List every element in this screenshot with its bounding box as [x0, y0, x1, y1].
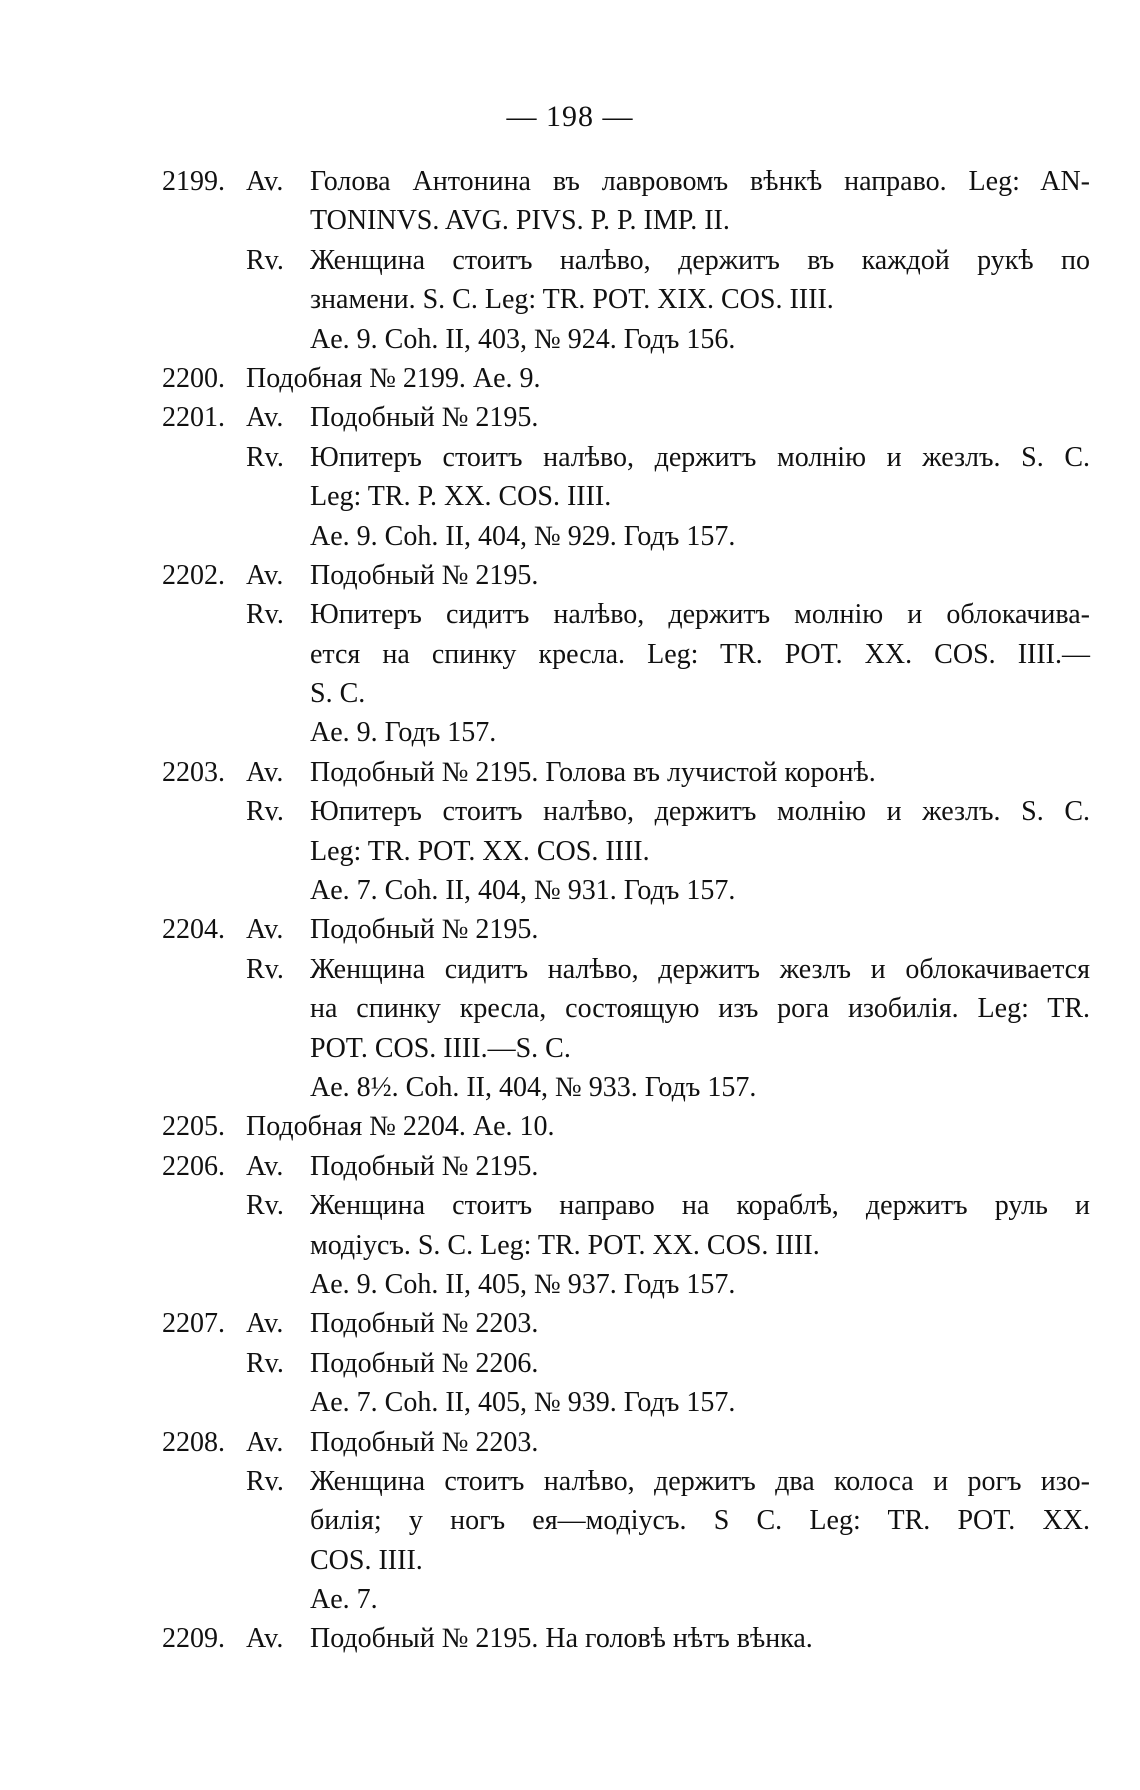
reverse-label: Rv. — [246, 441, 284, 473]
entry-text: Подобный № 2203. — [310, 1308, 539, 1340]
entry-text: Ae. 7. Coh. II, 404, № 931. Годъ 157. — [310, 875, 736, 907]
entry-text: билія; у ногъ ея—модіусъ. S C. Leg: TR. POT. XX. — [310, 1505, 1090, 1537]
entry-text: Ae. 9. Coh. II, 405, № 937. Годъ 157. — [310, 1268, 736, 1300]
entry-line — [0, 1068, 1140, 1107]
obverse-label: Av. — [246, 914, 284, 946]
entry-number: 2202. — [162, 559, 225, 591]
entry-line — [0, 517, 1140, 556]
entry-line — [0, 832, 1140, 871]
entry-line — [0, 556, 1140, 595]
entry-line — [0, 1541, 1140, 1580]
entry-text: Leg: TR. P. XX. COS. IIII. — [310, 481, 612, 513]
entry-line — [0, 910, 1140, 949]
entry-text: Ae. 9. Coh. II, 404, № 929. Годъ 157. — [310, 520, 736, 552]
entry-line — [0, 950, 1140, 989]
entry-line — [0, 635, 1140, 674]
entry-number: 2200. — [162, 362, 225, 394]
obverse-label: Av. — [246, 166, 284, 197]
entry-text: Подобный № 2195. — [310, 402, 539, 434]
entry-text: Подобный № 2195. — [310, 914, 539, 946]
entry-line — [0, 201, 1140, 240]
entry-text: Подобный № 2203. — [310, 1426, 539, 1458]
entry-text: Ae. 7. Coh. II, 405, № 939. Годъ 157. — [310, 1387, 736, 1419]
catalog-entries — [0, 162, 1140, 1659]
entry-line — [0, 1462, 1140, 1501]
obverse-label: Av. — [246, 559, 284, 591]
entry-text: знамени. S. C. Leg: TR. POT. XIX. COS. IIII. — [310, 284, 834, 316]
obverse-label: Av. — [246, 756, 284, 788]
entry-line — [0, 1344, 1140, 1383]
entry-line — [0, 1029, 1140, 1068]
entry-text: Юпитеръ стоитъ налѣво, держитъ молнію и жезлъ. S. C. — [310, 441, 1090, 473]
entry-text: модіусъ. S. C. Leg: TR. POT. XX. COS. IIII. — [310, 1229, 820, 1261]
entry-line — [0, 674, 1140, 713]
entry-line — [0, 162, 1140, 201]
entry-text: Подобный № 2195. — [310, 1150, 539, 1182]
entry-number: 2199. — [162, 166, 225, 197]
entry-text: Женщина стоитъ налѣво, держитъ въ каждой рукѣ по — [310, 244, 1090, 276]
entry-line — [0, 1383, 1140, 1422]
entry-text: Женщина стоитъ направо на кораблѣ, держитъ руль и — [310, 1190, 1090, 1222]
entry-number: 2204. — [162, 914, 225, 946]
entry-line — [0, 1423, 1140, 1462]
obverse-label: Av. — [246, 1623, 284, 1655]
entry-text: Ae. 8½. Coh. II, 404, № 933. Годъ 157. — [310, 1071, 757, 1103]
entry-line — [0, 1107, 1140, 1146]
reverse-label: Rv. — [246, 599, 284, 631]
entry-text: Leg: TR. POT. XX. COS. IIII. — [310, 835, 650, 867]
entry-line — [0, 1619, 1140, 1658]
reverse-label: Rv. — [246, 953, 284, 985]
entry-text: COS. IIII. — [310, 1544, 423, 1576]
entry-line — [0, 438, 1140, 477]
entry-line — [0, 280, 1140, 319]
entry-text: Женщина стоитъ налѣво, держитъ два колоса и рогъ изо- — [310, 1465, 1090, 1497]
entry-text: Женщина сидитъ налѣво, держитъ жезлъ и облокачивается — [310, 953, 1090, 985]
reverse-label: Rv. — [246, 1347, 284, 1379]
entry-text: S. C. — [310, 678, 366, 710]
entry-number: 2209. — [162, 1623, 225, 1655]
entry-number: 2208. — [162, 1426, 225, 1458]
reverse-label: Rv. — [246, 1190, 284, 1222]
entry-text: Ae. 9. Годъ 157. — [310, 717, 497, 749]
entry-number: 2205. — [162, 1111, 225, 1143]
entry-text: Подобный № 2195. На головѣ нѣтъ вѣнка. — [310, 1623, 813, 1655]
entry-line — [0, 241, 1140, 280]
entry-line — [0, 1226, 1140, 1265]
obverse-label: Av. — [246, 402, 284, 434]
entry-text: Подобная № 2204. Ae. 10. — [246, 1111, 555, 1143]
entry-line — [0, 792, 1140, 831]
entry-text: Ae. 9. Coh. II, 403, № 924. Годъ 156. — [310, 323, 736, 355]
entry-text: Юпитеръ сидитъ налѣво, держитъ молнію и облокачива- — [310, 599, 1090, 631]
entry-text: Юпитеръ стоитъ налѣво, держитъ молнію и жезлъ. S. C. — [310, 796, 1090, 828]
reverse-label: Rv. — [246, 244, 284, 276]
entry-line — [0, 477, 1140, 516]
entry-text: Подобный № 2206. — [310, 1347, 539, 1379]
entry-number: 2207. — [162, 1308, 225, 1340]
entry-text: на спинку кресла, состоящую изъ рога изобилія. Leg: TR. — [310, 993, 1090, 1025]
entry-number: 2201. — [162, 402, 225, 434]
entry-line — [0, 753, 1140, 792]
reverse-label: Rv. — [246, 1465, 284, 1497]
entry-line — [0, 1186, 1140, 1225]
entry-line — [0, 1501, 1140, 1540]
entry-line — [0, 359, 1140, 398]
entry-line — [0, 1304, 1140, 1343]
entry-text: Подобная № 2199. Ae. 9. — [246, 362, 541, 394]
entry-line — [0, 1147, 1140, 1186]
entry-text: ется на спинку кресла. Leg: TR. POT. XX. COS. IIII.— — [310, 638, 1090, 670]
entry-line — [0, 989, 1140, 1028]
entry-text: Ae. 7. — [310, 1584, 378, 1616]
entry-line — [0, 871, 1140, 910]
entry-number: 2206. — [162, 1150, 225, 1182]
entry-text: TONINVS. AVG. PIVS. P. P. IMP. II. — [310, 205, 730, 237]
entry-text: POT. COS. IIII.—S. C. — [310, 1032, 571, 1064]
entry-line — [0, 713, 1140, 752]
entry-text: Подобный № 2195. — [310, 559, 539, 591]
entry-text: Голова Антонина въ лавровомъ вѣнкѣ направо. Leg: AN- — [310, 166, 1090, 197]
entry-line — [0, 320, 1140, 359]
entry-text: Подобный № 2195. Голова въ лучистой коронѣ. — [310, 756, 876, 788]
obverse-label: Av. — [246, 1150, 284, 1182]
page-number: — 198 — — [506, 100, 634, 133]
entry-number: 2203. — [162, 756, 225, 788]
entry-line — [0, 595, 1140, 634]
obverse-label: Av. — [246, 1426, 284, 1458]
obverse-label: Av. — [246, 1308, 284, 1340]
entry-line — [0, 1265, 1140, 1304]
entry-line — [0, 398, 1140, 437]
reverse-label: Rv. — [246, 796, 284, 828]
entry-line — [0, 1580, 1140, 1619]
